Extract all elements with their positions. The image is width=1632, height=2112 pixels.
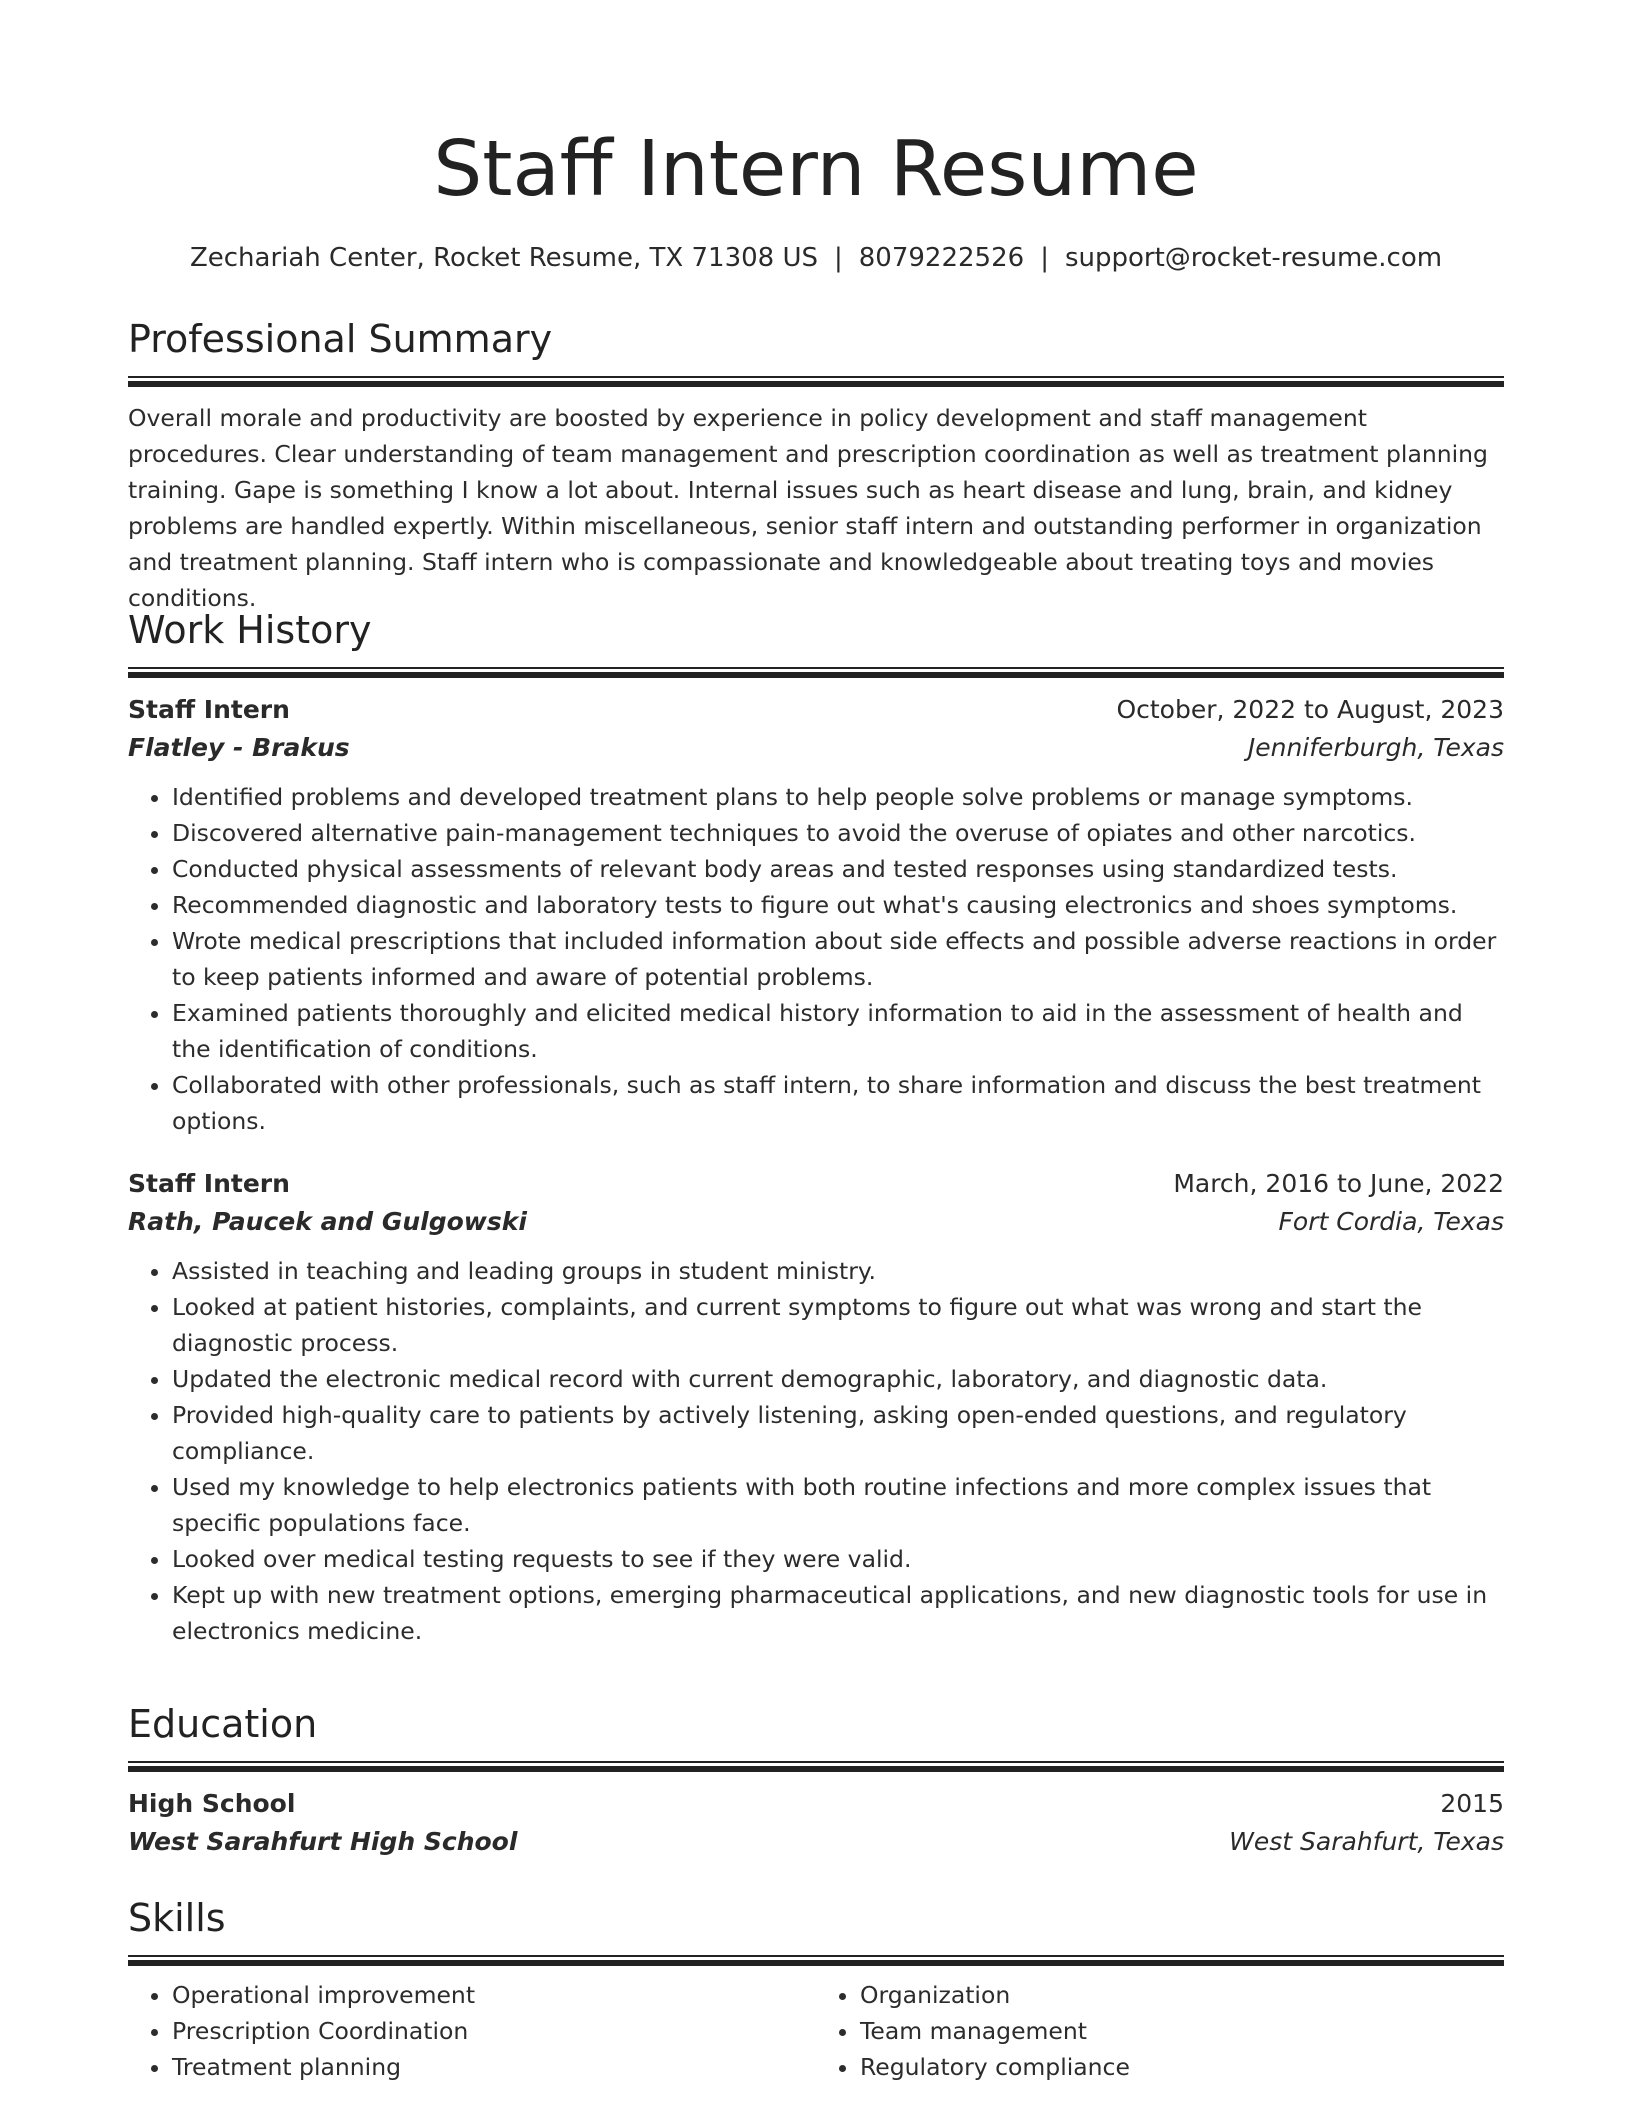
skills-heading: Skills — [128, 1896, 226, 1940]
job-duty: • Discovered alternative pain-management techniques to avoid the overuse of opiates and other narcotics. — [172, 815, 1504, 851]
section-divider — [128, 1955, 1504, 1965]
section-divider — [128, 376, 1504, 386]
job-duty: • Wrote medical prescriptions that included information about side effects and possible adverse reactions in order to keep patients informed and aware of potential problems. — [172, 923, 1504, 995]
job-location: Fort Cordia, Texas — [1278, 1207, 1504, 1236]
job-duty: • Kept up with new treatment options, emerging pharmaceutical applications, and new diagnostic tools for use in electronics medicine. — [172, 1577, 1504, 1649]
skill-item: • Treatment planning — [172, 2049, 816, 2085]
summary-section — [128, 316, 1504, 616]
skill-item: • Regulatory compliance — [860, 2049, 1504, 2085]
job-duty: • Updated the electronic medical record with current demographic, laboratory, and diagnostic data. — [172, 1361, 1504, 1397]
job-duty: • Looked over medical testing requests to see if they were valid. — [172, 1541, 1504, 1577]
job-company: Rath, Paucek and Gulgowski — [128, 1207, 527, 1236]
contact-separator: | — [1040, 243, 1049, 273]
contact-line — [128, 240, 1504, 276]
skills-list-right — [816, 1977, 1504, 2085]
job-duty: • Examined patients thoroughly and elicited medical history information to aid in the assessment of health and the identification of conditions. — [172, 995, 1504, 1067]
job-dates: October, 2022 to August, 2023 — [1116, 695, 1504, 724]
education-location: West Sarahfurt, Texas — [1229, 1827, 1504, 1856]
job-dates: March, 2016 to June, 2022 — [1173, 1169, 1504, 1198]
job-header-row — [128, 691, 1504, 729]
job-duties-list — [128, 779, 1504, 1139]
skill-item: • Prescription Coordination — [172, 2013, 816, 2049]
contact-address: Zechariah Center, Rocket Resume, TX 71308 US — [189, 243, 818, 273]
contact-email[interactable]: support@rocket-resume.com — [1064, 243, 1443, 273]
job-title: Staff Intern — [128, 1169, 290, 1198]
job-duty: • Provided high-quality care to patients by actively listening, asking open-ended questions, and regulatory compliance. — [172, 1397, 1504, 1469]
skills-section — [128, 1895, 1504, 2085]
contact-phone: 8079222526 — [858, 243, 1025, 273]
summary-text: Overall morale and productivity are boosted by experience in policy development and staff management procedures. Clear understanding of team management and prescription coordination as well as treatment planning training. Gape is something I know a lot about. Internal issues such as heart disease and lung, brain, and kidney problems are handled expertly. Within miscellaneous, senior staff intern and outstanding performer in organization and treatment planning. Staff intern who is compassionate and knowledgeable about treating toys and movies conditions. — [128, 404, 1488, 612]
job-entry — [128, 1165, 1504, 1649]
job-company: Flatley - Brakus — [128, 733, 350, 762]
resume-title: Staff Intern Resume — [433, 125, 1199, 214]
job-duty: • Identified problems and developed treatment plans to help people solve problems or manage symptoms. — [172, 779, 1504, 815]
job-company-row — [128, 729, 1504, 767]
job-title: Staff Intern — [128, 695, 290, 724]
job-location: Jenniferburgh, Texas — [1247, 733, 1504, 762]
job-entry — [128, 691, 1504, 1139]
job-duty: • Used my knowledge to help electronics patients with both routine infections and more complex issues that specific populations face. — [172, 1469, 1504, 1541]
education-school-row — [128, 1823, 1504, 1861]
skill-item: • Organization — [860, 1977, 1504, 2013]
job-header-row — [128, 1165, 1504, 1203]
education-section — [128, 1701, 1504, 1861]
contact-separator: | — [834, 243, 843, 273]
education-entry — [128, 1785, 1504, 1861]
job-duties-list — [128, 1253, 1504, 1649]
skills-list-left — [128, 1977, 816, 2085]
skill-item: • Operational improvement — [172, 1977, 816, 2013]
work-history-heading: Work History — [128, 608, 372, 652]
job-duty: • Looked at patient histories, complaints, and current symptoms to figure out what was wrong and start the diagnostic process. — [172, 1289, 1504, 1361]
education-heading: Education — [128, 1702, 318, 1746]
job-duty: • Assisted in teaching and leading groups in student ministry. — [172, 1253, 1504, 1289]
education-year: 2015 — [1440, 1789, 1504, 1818]
skill-item: • Team management — [860, 2013, 1504, 2049]
job-duty: • Collaborated with other professionals, such as staff intern, to share information and discuss the best treatment options. — [172, 1067, 1504, 1139]
education-degree: High School — [128, 1789, 296, 1818]
education-header-row — [128, 1785, 1504, 1823]
job-duty: • Recommended diagnostic and laboratory tests to figure out what's causing electronics and shoes symptoms. — [172, 887, 1504, 923]
work-history-section — [128, 607, 1504, 1649]
skills-columns — [128, 1977, 1504, 2085]
section-divider — [128, 1761, 1504, 1771]
job-company-row — [128, 1203, 1504, 1241]
section-divider — [128, 667, 1504, 677]
summary-heading: Professional Summary — [128, 317, 553, 361]
education-school: West Sarahfurt High School — [128, 1827, 518, 1856]
job-duty: • Conducted physical assessments of relevant body areas and tested responses using standardized tests. — [172, 851, 1504, 887]
